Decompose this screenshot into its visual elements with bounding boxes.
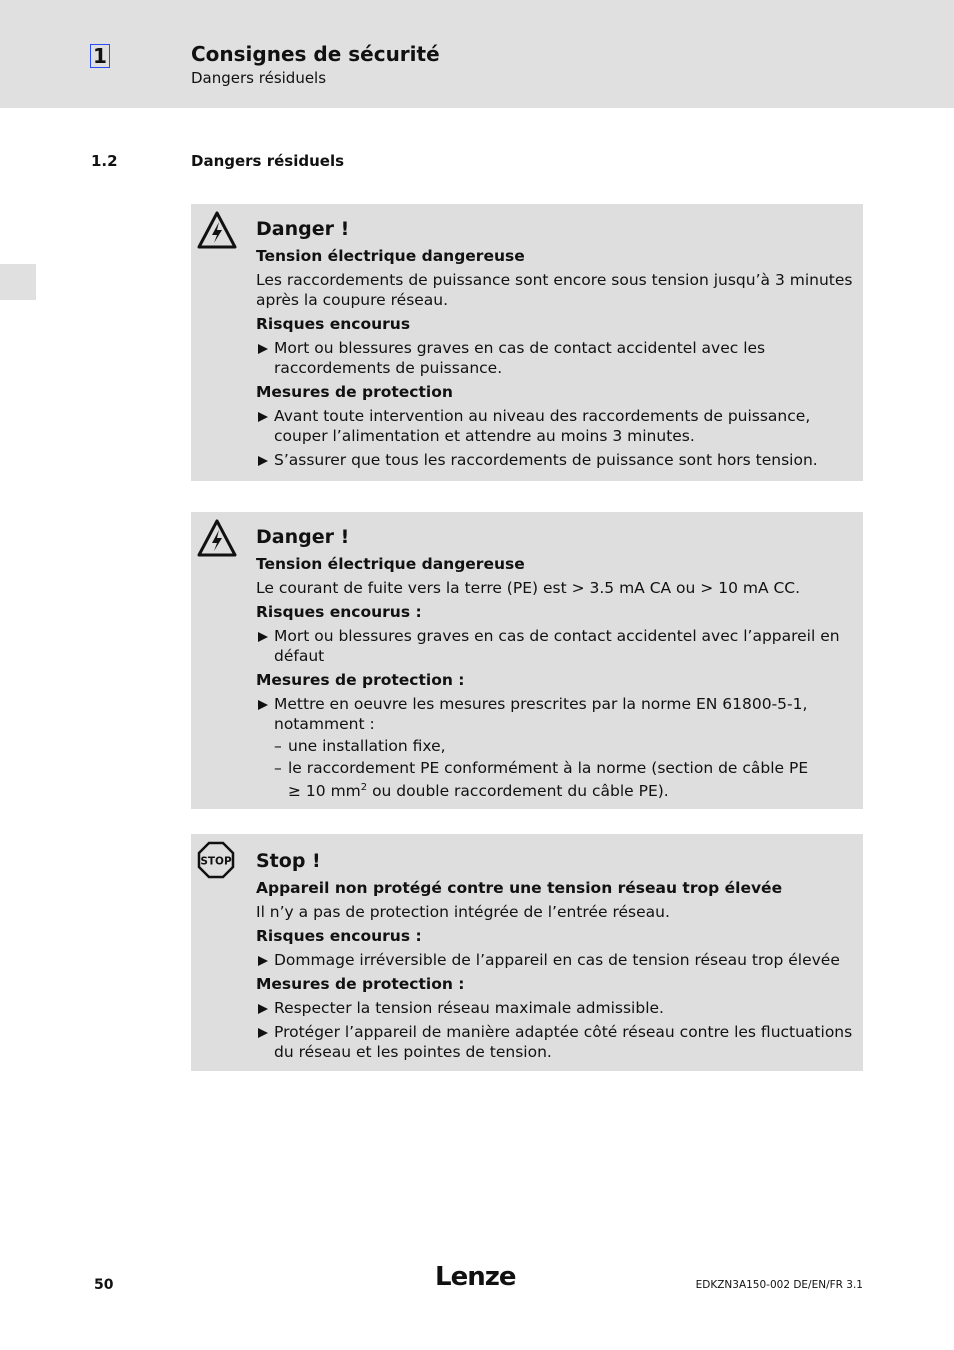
chapter-subtitle: Dangers résiduels bbox=[191, 69, 327, 87]
list-item: Mettre en oeuvre les mesures prescrites par la norme EN 61800-5-1, notamment : bbox=[256, 694, 855, 734]
hazard-text: Il n’y a pas de protection intégrée de l’entrée réseau. bbox=[256, 903, 670, 921]
svg-text:STOP: STOP bbox=[200, 855, 232, 868]
lenze-logo: Lenze bbox=[435, 1262, 516, 1292]
bullet-arrow-icon bbox=[258, 700, 268, 710]
electric-hazard-icon bbox=[196, 210, 238, 254]
hazard-text: Le courant de fuite vers la terre (PE) est > 3.5 mA CA ou > 10 mA CC. bbox=[256, 579, 801, 597]
bullet-arrow-icon bbox=[258, 344, 268, 354]
measures-label: Mesures de protection bbox=[256, 383, 453, 401]
list-item: Respecter la tension réseau maximale admissible. bbox=[256, 998, 855, 1018]
chapter-title: Consignes de sécurité bbox=[191, 42, 440, 66]
section-number: 1.2 bbox=[91, 152, 118, 170]
list-item: Mort ou blessures graves en cas de contact accidentel avec l’appareil en défaut bbox=[256, 626, 855, 666]
list-item: Dommage irréversible de l’appareil en cas de tension réseau trop élevée bbox=[256, 950, 855, 970]
bullet-arrow-icon bbox=[258, 1004, 268, 1014]
measures-label: Mesures de protection : bbox=[256, 975, 465, 993]
section-title: Dangers résiduels bbox=[191, 152, 345, 170]
sub-list-item: – le raccordement PE conformément à la norme (section de câble PE ≥ 10 $mm^2$ ou double raccordement du câble PE). bbox=[274, 759, 809, 801]
bullet-arrow-icon bbox=[258, 1028, 268, 1038]
list-item: S’assurer que tous les raccordements de puissance sont hors tension. bbox=[256, 450, 855, 470]
box-heading: Danger ! bbox=[256, 526, 350, 548]
box-heading: Stop ! bbox=[256, 850, 321, 872]
bullet-arrow-icon bbox=[258, 632, 268, 642]
box-heading: Danger ! bbox=[256, 218, 350, 240]
hazard-text: Les raccordements de puissance sont encore sous tension jusqu’à 3 minutes après la coupure réseau. bbox=[256, 271, 853, 309]
bullet-arrow-icon bbox=[258, 956, 268, 966]
chapter-number[interactable]: 1 bbox=[90, 44, 110, 68]
electric-hazard-icon bbox=[196, 518, 238, 562]
risks-label: Risques encourus bbox=[256, 315, 411, 333]
hazard-label: Tension électrique dangereuse bbox=[256, 247, 525, 265]
side-tab-marker bbox=[0, 264, 36, 300]
document-id: EDKZN3A150-002 DE/EN/FR 3.1 bbox=[695, 1279, 863, 1291]
risks-label: Risques encourus : bbox=[256, 927, 422, 945]
risks-label: Risques encourus : bbox=[256, 603, 422, 621]
danger-box-1 bbox=[191, 204, 863, 481]
bullet-arrow-icon bbox=[258, 456, 268, 466]
hazard-label: Appareil non protégé contre une tension réseau trop élevée bbox=[256, 879, 783, 897]
header-band bbox=[0, 0, 954, 108]
list-item: Mort ou blessures graves en cas de contact accidentel avec les raccordements de puissance. bbox=[256, 338, 855, 378]
page-number: 50 bbox=[94, 1277, 114, 1293]
stop-box bbox=[191, 834, 863, 1071]
stop-icon bbox=[196, 840, 236, 884]
list-item: Protéger l’appareil de manière adaptée côté réseau contre les fluctuations du réseau et les pointes de tension. bbox=[256, 1022, 855, 1062]
sub-list-item: – une installation fixe, bbox=[274, 737, 446, 755]
danger-box-2 bbox=[191, 512, 863, 809]
bullet-arrow-icon bbox=[258, 412, 268, 422]
list-item: Avant toute intervention au niveau des raccordements de puissance, couper l’alimentation et attendre au moins 3 minutes. bbox=[256, 406, 855, 446]
hazard-label: Tension électrique dangereuse bbox=[256, 555, 525, 573]
measures-label: Mesures de protection : bbox=[256, 671, 465, 689]
